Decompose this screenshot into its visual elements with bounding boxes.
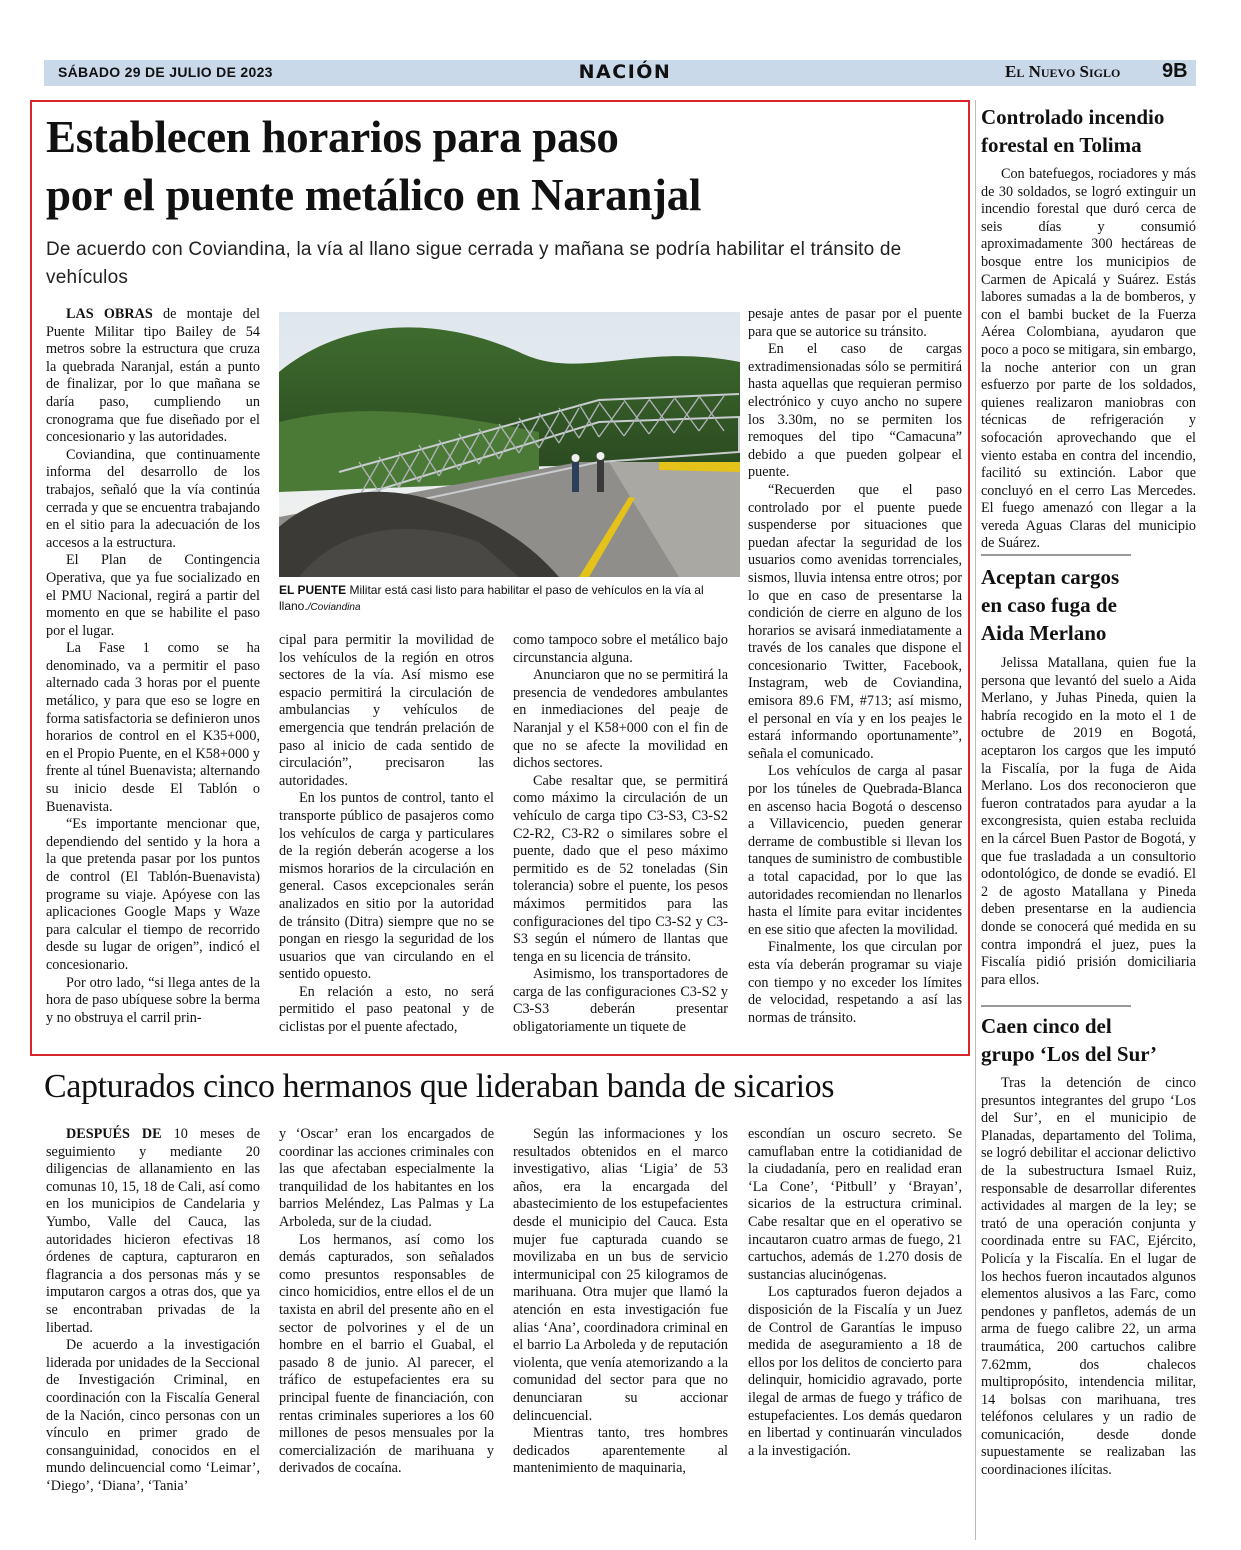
sidebar-text-fire <box>981 166 1196 553</box>
title-line: Controlado incendio <box>981 105 1165 129</box>
main-column-3 <box>513 632 728 1037</box>
lead-in: DESPUÉS DE <box>66 1126 162 1142</box>
second-column-4 <box>748 1126 962 1460</box>
main-column-1 <box>46 306 260 1027</box>
paragraph: Jelissa Matallana, quien fue la persona que levantó del suelo a Aida Merlano, y Juhas Pineda, quien la habría recogido en la moto el 1 de octubre de 2019 en Bogotá, aceptaron los cargos que les imputó la Fiscalía, por la fuga de Aida Merlano. Los dos reconocieron que fueron contratados para ayudar a la excongresista, quien estaba recluida en la cárcel Buen Pastor de Bogotá, y que fue trasladada a un consultorio odontológico, de donde se evadió. El 2 de agosto Matallana y Pineda deben presentarse en la audiencia donde se conocerá qué medida en su contra impondrá el juez, pues la Fiscalía pidió prisión domiciliaria para ellos. <box>981 655 1196 988</box>
paragraph: El Plan de Contingencia Operativa, que ya fue socializado en el PMU Nacional, regirá a partir del momento en que se habilite el paso por el lugar. <box>46 552 260 639</box>
main-column-2 <box>279 632 494 1037</box>
paragraph: Cabe resaltar que, se permitirá como máximo la circulación de un vehículo de carga tipo C3-S3, C3-S2 C2-R2, C3-R2 o similares sobre el puente, dado que el peso máximo permitido es de 52 toneladas (Sin tolerancia) sobre el puente, los pesos máximos permitidos para las configuraciones del tipo C3-S2 y C3-S3 según el número de llantas que tenga en su licencia de tránsito. <box>513 772 728 965</box>
bridge-photo-illustration <box>279 312 740 577</box>
paragraph: Tras la detención de cinco presuntos integrantes del grupo ‘Los del Sur’, en el municipio de Planadas, departamento del Tolima, se logró debilitar el accionar delictivo de la subestructura Ismael Ruiz, responsable de desarrollar diferentes actividades al margen de la ley; se trató de una operación conjunta y coordinada entre su FAC, Ejército, Policía y la Fiscalía. En el lugar de los hechos fueron incautados algunos elementos alusivos a las Farc, como pendones y panfletos, además de un arma de fuego calibre 22, un arma traumática, 200 cartuchos calibre 7.62mm, dos chalecos multipropósito, intendencia militar, 14 bolsas con marihuana, tres teléfonos celulares y un radio de comunicación, desde donde supuestamente se realizaban las coordinaciones ilícitas. <box>981 1075 1196 1479</box>
paragraph: Los hermanos, así como los demás capturados, son señalados como presuntos responsables de cinco homicidios, entre ellos el de un taxista en abril del presente año en el sector de polvorines y el de un hombre en el barrio el Guabal, el pasado 8 de junio. Al parecer, el tráfico de estupefacientes era su principal fuente de financiación, con rentas criminales superiores a los 60 millones de pesos mensuales por la comercialización de marihuana y derivados de cocaína. <box>279 1231 494 1477</box>
section-name: NACIÓN <box>578 61 672 83</box>
sidebar-rule <box>981 554 1131 556</box>
second-column-3 <box>513 1126 728 1478</box>
newspaper-logo: El Nuevo Siglo <box>1005 62 1121 81</box>
paragraph: Asimismo, los transportadores de carga de las configuraciones C3-S2 y C3-S3 deberán presentar obligatoriamente un tiquete de <box>513 966 728 1036</box>
paragraph: Los vehículos de carga al pasar por los túneles de Quebrada-Blanca en ascenso hacia Bogotá o descenso a Villavicencio, pueden generar derrame de combustible si llevan los tanques de suministro de combustible a total capacidad, por lo que las autoridades recomiendan no llenarlos hasta el límite para evitar incidentes en ese sitio que afecten la movilidad. <box>748 763 962 938</box>
title-line: Caen cinco del <box>981 1014 1112 1038</box>
sidebar-title-fire <box>981 103 1196 159</box>
sidebar-divider <box>975 100 976 1540</box>
sidebar-rule <box>981 1005 1131 1007</box>
paragraph: En los puntos de control, tanto el transporte público de pasajeros como los vehículos de carga y particulares de la región deberán acogerse a los mismos horarios de la circulación en general. Casos excepcionales serán analizados en sitio por la autoridad de tránsito (Ditra) siempre que no se pongan en riesgo la seguridad de los usuarios que van circulando en el sentido opuesto. <box>279 790 494 983</box>
paragraph: Mientras tanto, tres hombres dedicados aparentemente al mantenimiento de maquinaria, <box>513 1425 728 1477</box>
title-line: Aida Merlano <box>981 621 1107 645</box>
caption-lead: EL PUENTE <box>279 583 347 597</box>
title-line: en caso fuga de <box>981 593 1117 617</box>
paragraph: Coviandina, que continuamente informa del desarrollo de los trabajos, señaló que la vía continúa cerrada y que se encuentra trabajando en el sitio para la adecuación de los accesos a la estructura. <box>46 446 260 551</box>
main-column-4 <box>748 306 962 1027</box>
title-line: forestal en Tolima <box>981 133 1142 157</box>
paragraph: de montaje del Puente Militar tipo Bailey de 54 metros sobre la estructura que cruza la quebrada Naranjal, están a punto de finalizar, por lo que mañana se daría paso, cumpliendo un cronograma que fue diseñado por el concesionario y las autoridades. <box>46 306 260 446</box>
second-headline: Capturados cinco hermanos que lideraban banda de sicarios <box>44 1068 835 1105</box>
bridge-photo <box>279 312 740 577</box>
paragraph: “Es importante mencionar que, dependiendo del sentido y la hora a la que pretenda pasar por los puntos de control (El Tablón-Buenavista) programe su viaje. Apóyese con las aplicaciones Google Maps y Waze para calcular el tiempo de recorrido desde su lugar de origen”, indicó el concesionario. <box>46 816 260 973</box>
paragraph: como tampoco sobre el metálico bajo circunstancia alguna. <box>513 632 728 666</box>
paragraph: Los capturados fueron dejados a disposición de la Fiscalía y un Juez de Control de Garantías le impuso medida de aseguramiento a 18 de ellos por los delitos de concierto para delinquir, homicidio agravado, porte ilegal de armas de fuego y tráfico de estupefacientes. Los demás quedaron en libertad y continuarán vinculados a la investigación. <box>748 1284 962 1459</box>
title-line: Aceptan cargos <box>981 565 1120 589</box>
lead-in: LAS OBRAS <box>66 306 153 322</box>
caption-text: Militar está casi listo para habilitar el paso de vehículos en la vía al llano. <box>279 583 704 613</box>
sidebar-text-losdelsur <box>981 1075 1196 1480</box>
photo-credit: /Coviandina <box>307 602 361 613</box>
second-column-2 <box>279 1126 494 1478</box>
paragraph: 10 meses de seguimiento y mediante 20 diligencias de allanamiento en las comunas 10, 15, 18 de Cali, así como en los municipios de Candelaria y Yumbo, Valle del Cauca, las autoridades hicieron efectivas 18 órdenes de captura, capturaron en flagrancia a dos personas más y se imputaron cargos a otras dos, que ya se encontraban privadas de la libertad. <box>46 1126 260 1336</box>
main-subhead: De acuerdo con Coviandina, la vía al llano sigue cerrada y mañana se podría habilitar el tránsito de vehículos <box>46 239 902 288</box>
paragraph: En el caso de cargas extradimensionadas sólo se permitirá hasta aquellas que requieran permiso electrónico y cuyo ancho no supere los 3.30m, no se permiten los remoques del tipo “Camacuna” debido a que pueden golpear el puente. <box>748 341 962 481</box>
sidebar-title-merlano <box>981 563 1196 647</box>
paragraph: Finalmente, los que circulan por esta vía deberán programar su viaje con tiempo y no exceder los límites de velocidad, respetando a así las normas de tránsito. <box>748 939 962 1026</box>
sidebar-text-merlano <box>981 655 1196 989</box>
title-line: grupo ‘Los del Sur’ <box>981 1042 1157 1066</box>
paragraph: Por otro lado, “si llega antes de la hora de paso ubíquese sobre la berma y no obstruya el carril prin- <box>46 974 260 1026</box>
paragraph: y ‘Oscar’ eran los encargados de coordinar las acciones criminales con las que afectaban especialmente la tranquilidad de los habitantes en los barrios Meléndez, Las Palmas y La Arboleda, sur de la ciudad. <box>279 1126 494 1230</box>
paragraph: En relación a esto, no será permitido el paso peatonal y de ciclistas por el puente afectado, <box>279 983 494 1036</box>
paragraph: La Fase 1 como se ha denominado, va a permitir el paso alternado cada 3 horas por el puente metálico, y para que eso se logre en forma satisfactoria se definieron unos horarios de control en el K35+000, en el Propio Puente, en el K58+000 y frente al túnel Buenavista; alternando su inicio desde El Tablón o Buenavista. <box>46 640 260 815</box>
paragraph: “Recuerden que el paso controlado por el puente puede suspenderse por situaciones que puedan afectar la seguridad de los usuarios como avenidas torrenciales, sismos, lluvia intensa entre otros; por lo que en caso de presentarse la condición de cierre en alguno de los horarios se avisará inmediatamente a través de los canales que dispone el concesionario Twitter, Facebook, Instagram, web de Coviandina, emisora 89.6 FM, #713; así mismo, el personal en vía y en los peajes le estará informando oportunamente”, señala el comunicado. <box>748 481 962 762</box>
paragraph: escondían un oscuro secreto. Se camuflaban entre la cotidianidad de la ciudadanía, pero en realidad eran ‘La Cone’, ‘Pitbull’ y ‘Brayan’, sicarios de la estructura criminal. Cabe resaltar que en el operativo se incautaron cuatro armas de fuego, 21 cartuchos, además de 1.270 dosis de sustancias alucinógenas. <box>748 1126 962 1283</box>
main-headline-line2: por el puente metálico en Naranjal <box>46 170 702 220</box>
sidebar-title-losdelsur <box>981 1012 1196 1068</box>
paragraph: Según las informaciones y los resultados obtenidos en el marco investigativo, alias ‘Ligia’ de 53 años, era la encargada del abastecimiento de los estupefacientes desde el municipio del Cauca. Esta mujer fue capturada cuando se movilizaba en un bus de servicio intermunicipal con 25 kilogramos de marihuana. Otra mujer que llamó la atención en esta investigación fue alias ‘Ana’, coordinadora criminal en el barrio La Arboleda y de reputación violenta, que venía atemorizando a la comunidad del sector para que no denunciaran su accionar delincuencial. <box>513 1126 728 1424</box>
photo-caption <box>279 582 740 616</box>
paragraph: pesaje antes de pasar por el puente para que se autorice su tránsito. <box>748 306 962 340</box>
page-number: 9B <box>1162 60 1188 82</box>
main-headline <box>46 108 956 224</box>
paragraph: Con batefuegos, rociadores y más de 30 soldados, se logró extinguir un incendio forestal que duró cerca de seis días y consumió aproximadamente 300 hectáreas de bosque entre los municipios de Carmen de Apicalá y Suárez. Estás labores sumadas a la de bomberos, y con el bambi bucket de la Fuerza Aérea Colombiana, ayudaron que poco a poco se mitigara, sin embargo, la noche anterior con un gran esfuerzo por parte de los soldados, quienes realizaron maniobras con técnicas de refrigeración y sofocación aprovechando que el viento estaba en contra del incendio, facilitó su extinción. Labor que concluyó en el cerro Las Mercedes. El fuego amenazó con llegar a la vereda Aguas Claras del municipio de Suárez. <box>981 166 1196 552</box>
second-column-1 <box>46 1126 260 1495</box>
main-headline-line1: Establecen horarios para paso <box>46 112 619 162</box>
paragraph: Anunciaron que no se permitirá la presencia de vendedores ambulantes en inmediaciones del peaje de Naranjal y el K58+000 con el fin de que no se afecte la movilidad en dichos sectores. <box>513 667 728 772</box>
paragraph: cipal para permitir la movilidad de los vehículos de la región en otros sectores de la vía. Así mismo ese espacio permitirá la circulación de ambulancias y vehículos de emergencia que tendrán prelación de paso al inicio de cada sentido de circulación”, precisaron las autoridades. <box>279 632 494 789</box>
issue-date: SÁBADO 29 DE JULIO DE 2023 <box>58 64 273 80</box>
paragraph: De acuerdo a la investigación liderada por unidades de la Seccional de Investigación Criminal, en coordinación con la Fiscalía General de la Nación, cinco personas con un vínculo en primer grado de consanguinidad, conocidos en el mundo delincuencial como ‘Leimar’, ‘Diego’, ‘Diana’, ‘Tania’ <box>46 1337 260 1494</box>
